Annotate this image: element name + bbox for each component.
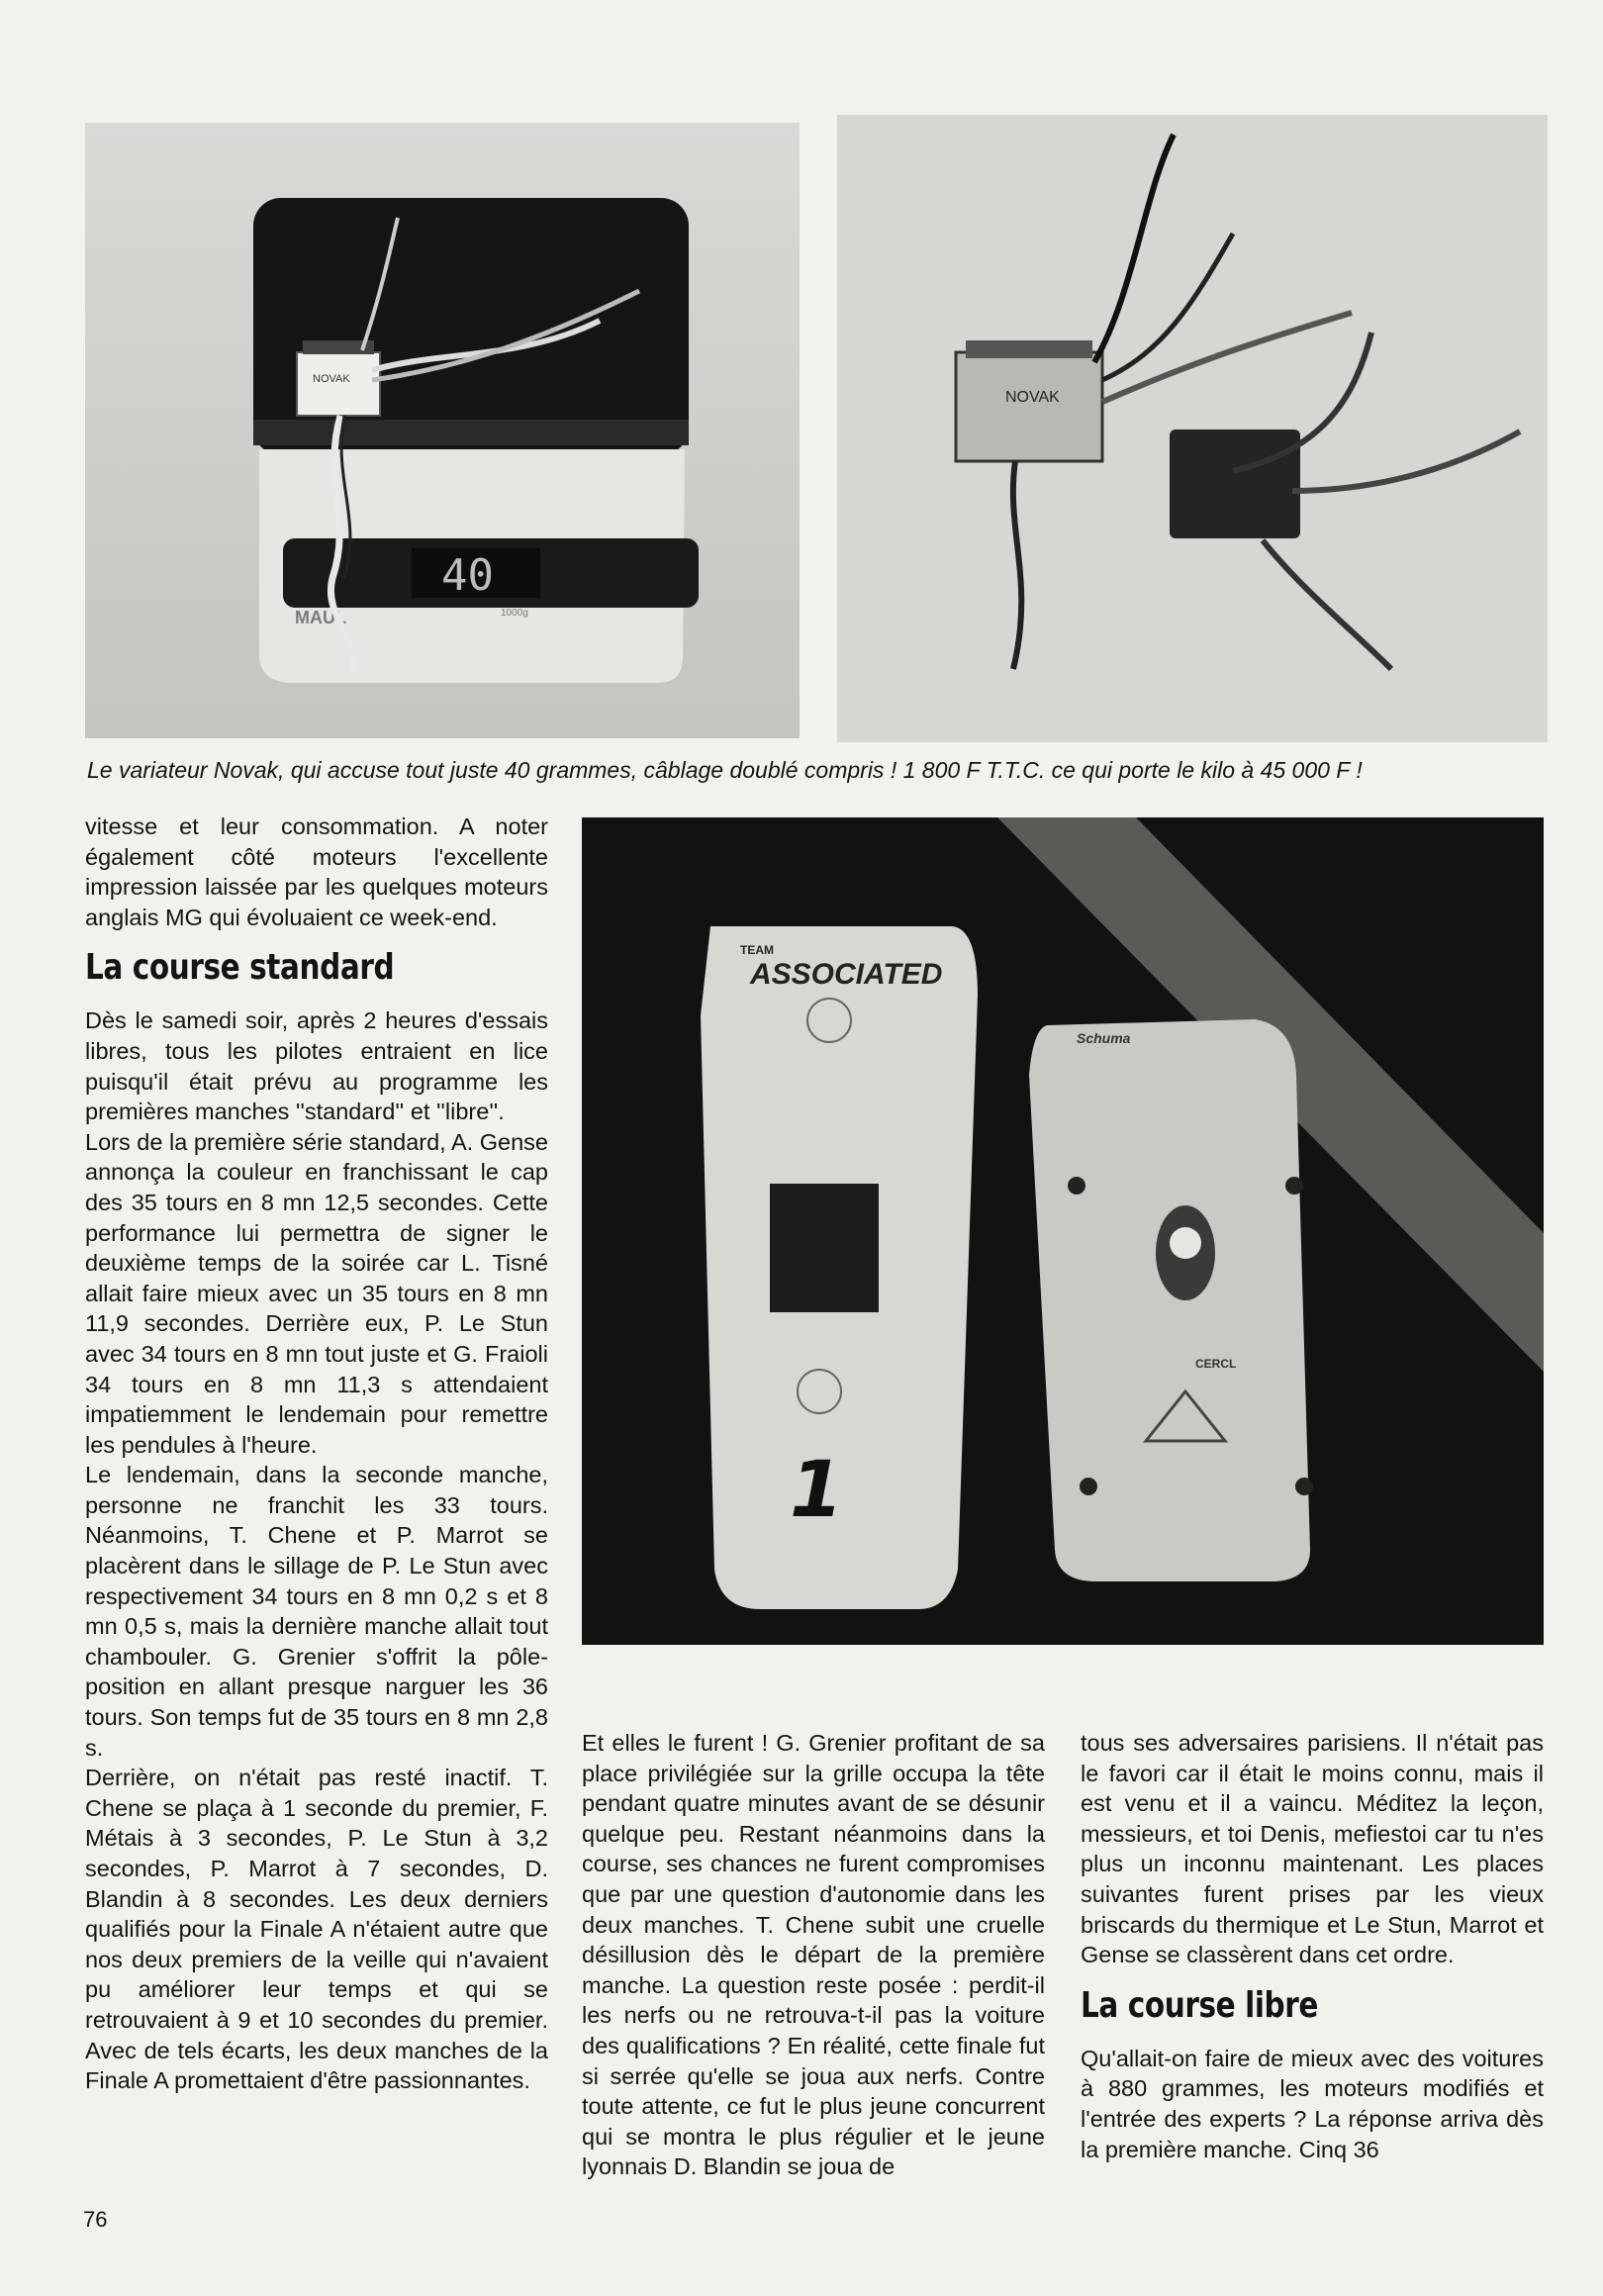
col1-paragraph-1: Dès le samedi soir, après 2 heures d'essais libres, tous les pilotes entraient en lice puisqu'il était prévu au programme les premières manches ''standard'' et ''libre''. — [85, 1007, 548, 1125]
scale-display-text: 40 — [441, 550, 494, 601]
car2-brand: Schuma — [1077, 1030, 1131, 1046]
col3-paragraph-2: Qu'allait-on faire de mieux avec des voitures à 880 grammes, les moteurs modifiés et l'entrée des experts ? La réponse arriva dès la première manche. Cinq 36 — [1081, 2045, 1544, 2162]
scale-brand-text: MAUL — [295, 608, 346, 627]
heading-course-libre: La course libre — [1081, 1984, 1319, 2026]
photo-car-bodies — [582, 817, 1544, 1645]
col1-paragraph-4: Derrière, on n'était pas resté inactif. T. Chene se plaça à 1 seconde du premier, F. Métais à 3 secondes, P. Le Stun à 3,2 secondes, P. Marrot à 7 secondes, D. Blandin à 8 secondes. Les deux derniers qualifiés pour la Finale A n'étaient autre que nos deux premiers de la veille qui n'avaient pu améliorer leur temps et qui se retrouvaient à 9 et 10 secondes du premier. Avec de tels écarts, les deux manches de la Finale A promettaient d'être passionnantes. — [85, 1765, 548, 2094]
heading-course-standard: La course standard — [85, 947, 395, 989]
col2-paragraph-1: Et elles le furent ! G. Grenier profitant de sa place privilégiée sur la grille occupa la tête pendant quatre minutes avant de se désunir quelque peu. Restant néanmoins dans la course, ses chances ne furent compromises que par une question d'autonomie dans les deux manches. T. Chene subit une cruelle désillusion dès le départ de la première manche. La question reste posée : perdit-il les nerfs ou ne retrouva-t-il pas la voiture des qualifications ? En réalité, cette finale fut si serrée qu'elle se joua aux nerfs. Contre toute attente, ce fut le plus jeune concurrent qui se montra le plus régulier et le jeune lyonnais D. Blandin se joua de — [582, 1730, 1045, 2180]
car2-text: CERCL — [1195, 1357, 1237, 1371]
col1-intro-paragraph: vitesse et leur consommation. A noter également côté moteurs l'excellente impression laissée par les quelques moteurs anglais MG qui évoluaient ce week-end. — [85, 813, 548, 930]
car1-number: 1 — [790, 1446, 844, 1535]
column-1 — [85, 812, 548, 2096]
car1-brand-line2: ASSOCIATED — [750, 958, 943, 991]
col1-paragraph-3: Le lendemain, dans la seconde manche, personne ne franchit les 33 tours. Néanmoins, T. Chene et P. Marrot se placèrent dans le sillage de P. Le Stun avec respectivement 34 tours en 8 mn 0,2 s et 8 mn 0,5 s, mais la dernière manche allait tout chambouler. G. Grenier s'offrit la pôle-position en allant presque narguer les 36 tours. Son temps fut de 35 tours en 8 mn 2,8 s. — [85, 1462, 548, 1761]
column-3 — [1081, 1728, 1544, 2164]
column-2 — [582, 1728, 1045, 2182]
photo-two-controllers — [837, 115, 1548, 742]
controller-label-right: NOVAK — [1005, 389, 1060, 406]
col1-paragraph-2: Lors de la première série standard, A. Gense annonça la couleur en franchissant le cap des 35 tours en 8 mn 12,5 secondes. Cette performance lui permettra de signer le deuxième temps de la soirée car L. Tisné allait faire mieux avec un 35 tours en 8 mn 11,9 secondes. Derrière eux, P. Le Stun avec 34 tours en 8 mn tout juste et G. Fraioli 34 tours en 8 mn 11,3 s attendaient impatiemment le lendemain pour remettre les pendules à l'heure. — [85, 1128, 548, 1458]
photo-scale-controller — [85, 123, 800, 738]
page-number: 76 — [83, 2207, 108, 2232]
col3-paragraph-1: tous ses adversaires parisiens. Il n'était pas le favori car il était le moins connu, mais il est venu et il a vaincu. Méditez la leçon, messieurs, et toi Denis, mefiestoi car tu n'es plus un inconnu maintenant. Les places suivantes furent prises par les vieux briscards du thermique et Le Stun, Marrot et Gense se classèrent dans cet ordre. — [1081, 1730, 1544, 1968]
car1-brand-line1: TEAM — [740, 943, 774, 957]
controller-label-left: NOVAK — [313, 373, 350, 385]
scale-capacity-text: 1000g — [501, 608, 528, 619]
photo-caption: Le variateur Novak, qui accuse tout juste 40 grammes, câblage doublé compris ! 1 800 F T.T.C. ce qui porte le kilo à 45 000 F ! — [87, 757, 1363, 783]
